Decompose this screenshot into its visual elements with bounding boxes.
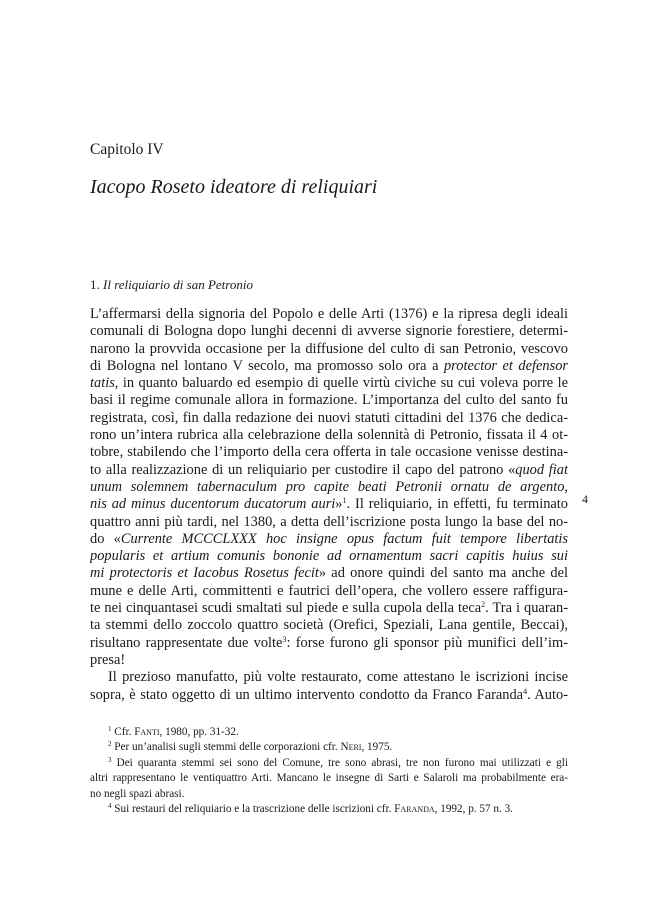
text-span: altri rappresentano le ventiquattro Arti. Mancano le insegne di Sarti e Salaroli ma probabilmente era- — [90, 772, 568, 785]
text-span: Dei quaranta stemmi sei sono del Comune, tre sono abrasi, tre non furono mai utilizzati e gli — [111, 756, 568, 769]
text-span: Per un’analisi sugli stemmi delle corporazioni cfr. — [111, 741, 341, 754]
note-reference: 3 — [108, 755, 112, 764]
footnote-line — [90, 787, 568, 802]
body-line — [90, 652, 568, 669]
body-line — [90, 444, 568, 461]
text-span: rono un’intera rubrica alla celebrazione della solennità di Petronio, fissata il 4 ot- — [90, 427, 568, 444]
body-line — [90, 410, 568, 427]
text-span: Il prezioso manufatto, più volte restaurato, come attestano le iscrizioni incise — [108, 669, 568, 686]
italic-span: nis ad minus ducentorum ducatorum auri — [90, 496, 336, 513]
text-span: basi il regime comunale allora in formazione. L’importanza del culto del santo fu — [90, 392, 568, 409]
footnote-line — [90, 756, 568, 771]
text-span: no negli spazi abrasi. — [90, 787, 185, 800]
body-line — [90, 479, 568, 496]
italic-span: Currente MCCCLXXX hoc insigne opus factum fuit tempore libertatis — [120, 530, 568, 547]
body-line — [90, 531, 568, 548]
text-span: to alla realizzazione di un reliquiario per custodire il capo del patrono « — [90, 461, 516, 478]
author-name: Neri — [340, 741, 362, 754]
section-number: 1. — [90, 277, 100, 292]
text-span: tobre, stabilendo che l’importo della cera offerta in tale occasione venisse destina- — [90, 444, 568, 461]
text-span: narono la provvida occasione per la diffusione del culto di san Petronio, vescovo — [90, 340, 568, 357]
text-span: mune e delle Arti, committenti e fautrici dell’opera, che vollero essere raffigura- — [90, 582, 568, 599]
body-line — [90, 687, 568, 704]
body-line — [90, 565, 568, 582]
body-line — [90, 323, 568, 340]
text-span: , in quanto baluardo ed esempio di quelle virtù civiche su cui voleva porre le — [114, 375, 568, 392]
section-title: Il reliquiario di san Petronio — [103, 277, 253, 292]
footnote-line — [90, 725, 568, 740]
text-span: quattro anni più tardi, nel 1380, a detta dell’iscrizione posta lungo la base del no- — [90, 513, 568, 530]
italic-span: protector et defensor — [443, 357, 568, 374]
text-span: , 1992, p. 57 n. 3. — [434, 803, 513, 816]
text-span: risultano rappresentate due volte — [90, 634, 283, 651]
text-span: di Bologna nel lontano V secolo, ma promosso solo ora a — [90, 357, 444, 374]
footnote-line — [90, 771, 568, 786]
note-reference: 2 — [481, 600, 486, 610]
margin-note-number: 4 — [582, 492, 588, 506]
italic-span: unum solemnem tabernaculum pro capite beati Petronii ornatu de argento, — [90, 478, 568, 495]
text-span: ta stemmi dello zoccolo quattro società (Orefici, Speziali, Lana gentile, Beccai), — [90, 617, 568, 634]
chapter-title: Iacopo Roseto ideatore di reliquiari — [90, 176, 378, 198]
author-name: Fanti — [134, 726, 160, 738]
chapter-label: Capitolo IV — [90, 141, 164, 158]
text-span: comunali di Bologna dopo lunghi decenni di avverse signorie forestiere, determi- — [90, 323, 568, 340]
italic-span: quod fiat — [515, 461, 568, 478]
text-span: sopra, è stato oggetto di un ultimo intervento condotto da Franco Faranda — [90, 686, 524, 703]
footnote-line — [90, 740, 568, 755]
body-line — [90, 669, 568, 686]
italic-span: tatis — [90, 375, 115, 392]
body-line — [90, 306, 568, 323]
note-reference: 3 — [282, 634, 287, 644]
text-span: . Il reliquiario, in effetti, fu terminato — [346, 496, 568, 513]
body-line — [90, 462, 568, 479]
italic-span: mi protectoris et Iacobus Rosetus fecit — [90, 565, 319, 582]
note-reference: 1 — [108, 725, 112, 733]
text-span: Cfr. — [111, 726, 135, 738]
text-span: » — [335, 496, 343, 513]
body-line — [90, 635, 568, 652]
author-name: Faranda — [394, 803, 435, 816]
italic-span: popularis et artium comunis bononie ad ornamentum sacri capitis huius sui — [90, 548, 568, 565]
text-span: L’affermarsi della signoria del Popolo e delle Arti (1376) e la ripresa degli ideali — [90, 306, 568, 322]
section-heading — [90, 277, 253, 293]
body-line — [90, 600, 568, 617]
text-span: , 1975. — [361, 741, 393, 754]
body-line — [90, 427, 568, 444]
text-span: registrata, così, fin dalla redazione dei nuovi statuti cittadini del 1376 che dedica- — [90, 409, 568, 426]
body-line — [90, 341, 568, 358]
body-line — [90, 358, 568, 375]
body-text — [90, 306, 568, 704]
text-span: , 1980, pp. 31-32. — [159, 726, 239, 738]
body-line — [90, 496, 568, 513]
body-line — [90, 514, 568, 531]
text-span: . Auto- — [527, 686, 568, 703]
body-line — [90, 375, 568, 392]
text-span: presa! — [90, 651, 126, 668]
body-line — [90, 392, 568, 409]
footnotes — [90, 725, 568, 817]
text-span: do « — [90, 530, 121, 547]
note-reference: 1 — [342, 496, 347, 506]
text-span: » ad onore quindi del santo ma anche del — [318, 565, 568, 582]
body-line — [90, 617, 568, 634]
note-reference: 4 — [523, 686, 528, 696]
text-span: Sui restauri del reliquiario e la trascrizione delle iscrizioni cfr. — [111, 803, 395, 816]
note-reference: 2 — [108, 740, 112, 749]
text-span: te nei cinquantasei scudi smaltati sul piede e sulla cupola della teca — [90, 600, 482, 617]
text-span: . Tra i quaran- — [485, 600, 568, 617]
note-reference: 4 — [108, 802, 112, 811]
body-line — [90, 583, 568, 600]
footnote-line — [90, 802, 568, 817]
text-span: : forse furono gli sponsor più munifici dell’im- — [286, 634, 568, 651]
body-line — [90, 548, 568, 565]
